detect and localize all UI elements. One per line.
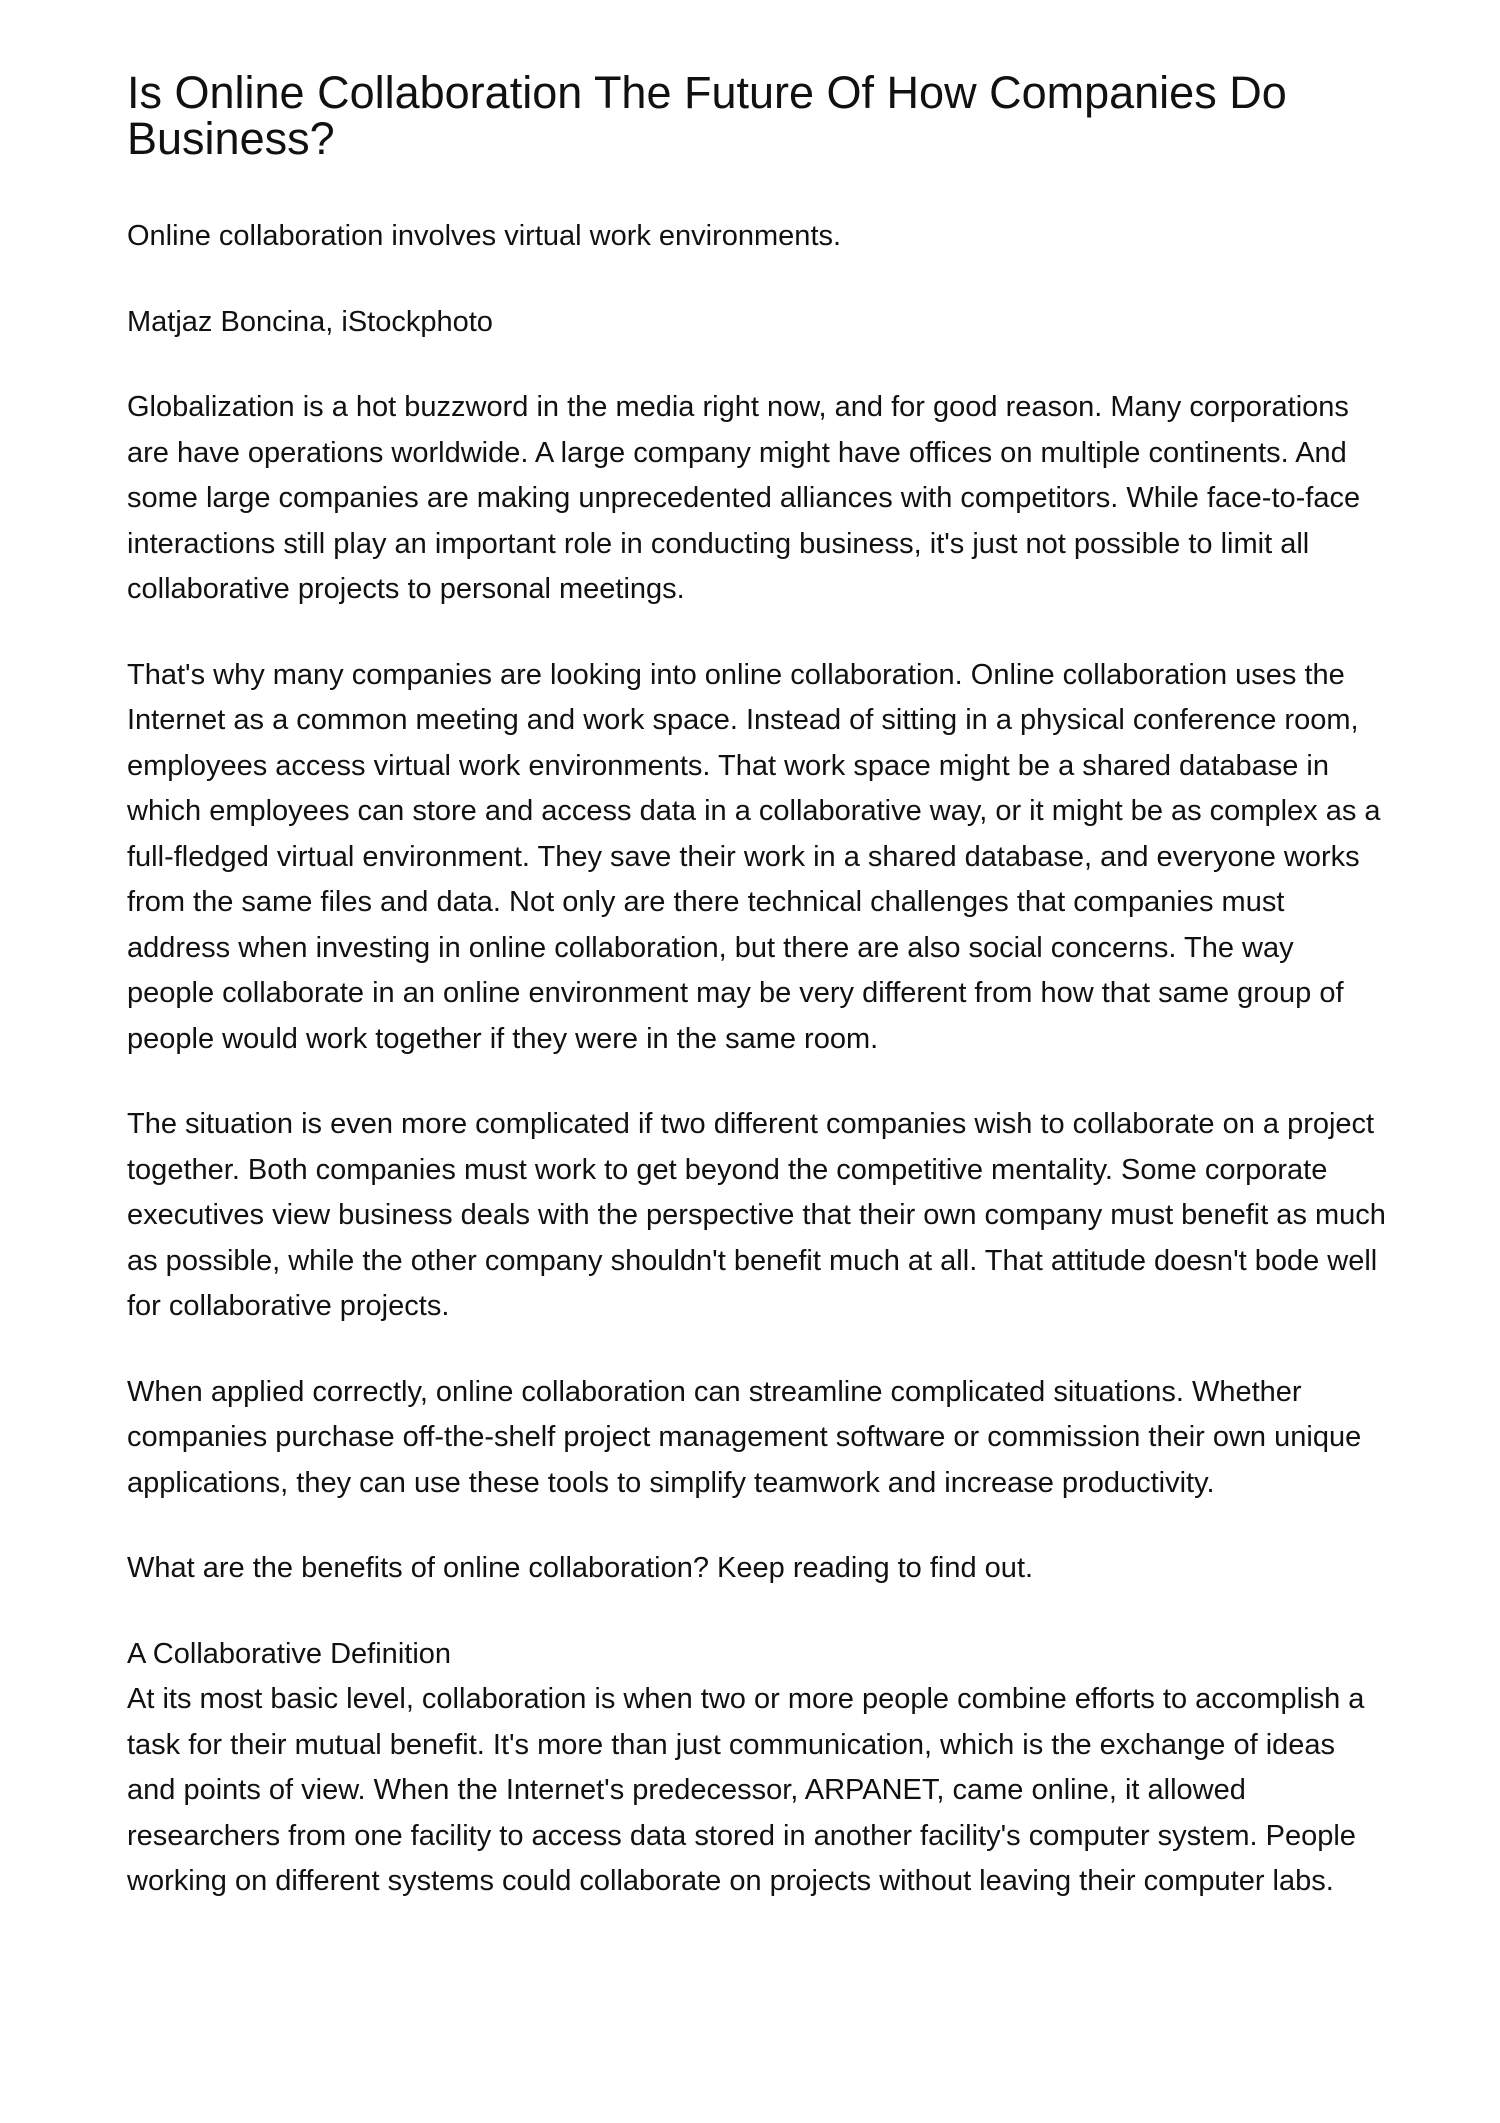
- section-paragraph: At its most basic level, collaboration is when two or more people combine efforts to accomplish a task for their mutual benefit. It's more than just communication, which is the exchange of ideas and points of view. When the Internet's predecessor, ARPANET, came online, it allowed researchers from one facility to access data stored in another facility's computer system. People working on different systems could collaborate on projects without leaving their computer labs.: [127, 1683, 1365, 1897]
- image-caption: Online collaboration involves virtual work environments.: [127, 220, 842, 252]
- body-paragraph-1: Globalization is a hot buzzword in the media right now, and for good reason. Many corporations are have operations worldwide. A large company might have offices on multiple continents. And some large companies are making unprecedented alliances with competitors. While face-to-face interactions still play an important role in conducting business, it's just not possible to limit all collaborative projects to personal meetings.: [127, 391, 1361, 605]
- body-paragraph-2: That's why many companies are looking into online collaboration. Online collaboration uses the Internet as a common meeting and work space. Instead of sitting in a physical conference room, employees access virtual work environments. That work space might be a shared database in which employees can store and access data in a collaborative way, or it might be as complex as a full-fledged virtual environment. They save their work in a shared database, and everyone works from the same files and data. Not only are there technical challenges that companies must address when investing in online collaboration, but there are also social concerns. The way people collaborate in an online environment may be very different from how that same group of people would work together if they were in the same room.: [127, 658, 1381, 1055]
- body-paragraph-5: What are the benefits of online collaboration? Keep reading to find out.: [127, 1552, 1034, 1584]
- section-heading: A Collaborative Definition: [127, 1637, 452, 1670]
- body-paragraph-3: The situation is even more complicated if two different companies wish to collaborate on a project together. Both companies must work to get beyond the competitive mentality. Some corporate executives view business deals with the perspective that their own company must benefit as much as possible, while the other company shouldn't benefit much at all. That attitude doesn't bode well for collaborative projects.: [127, 1108, 1386, 1322]
- document-page: [127, 67, 1387, 1905]
- body-paragraph-4: When applied correctly, online collaboration can streamline complicated situations. Whether companies purchase off-the-shelf project management software or commission their own unique applications, they can use these tools to simplify teamwork and increase productivity.: [127, 1375, 1362, 1499]
- image-credit: Matjaz Boncina, iStockphoto: [127, 305, 493, 338]
- document-title: Is Online Collaboration The Future Of How Companies Do Business?: [127, 67, 1287, 164]
